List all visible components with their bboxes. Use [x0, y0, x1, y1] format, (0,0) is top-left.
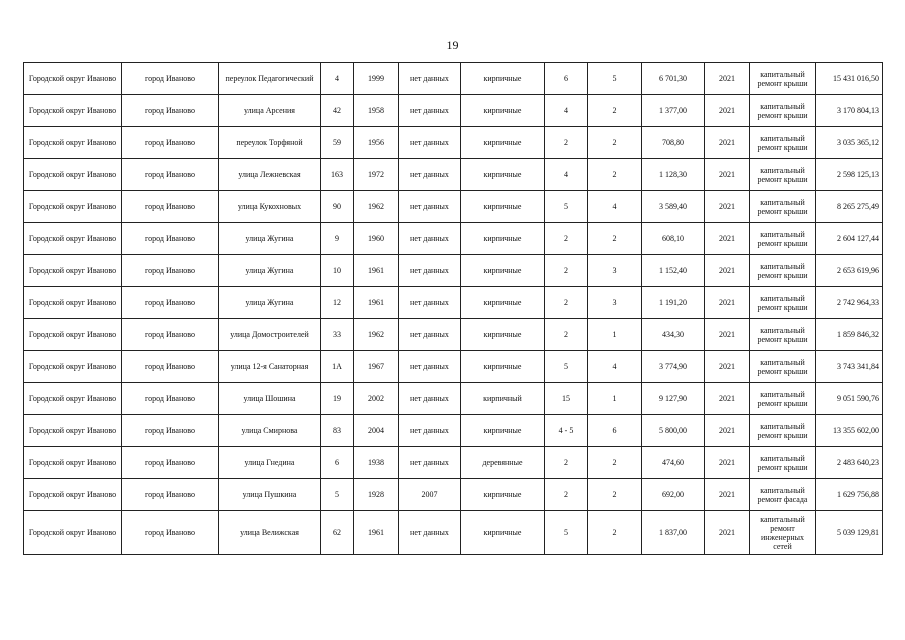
cell-year-built: 1961 [354, 255, 399, 287]
cell-repair-year: 2021 [705, 287, 750, 319]
cell-municipality: Городской округ Иваново [24, 223, 122, 255]
cell-year-overhaul: нет данных [399, 351, 461, 383]
cell-floors: 2 [545, 319, 588, 351]
cell-repair-year: 2021 [705, 159, 750, 191]
cell-wall-material: кирпичные [461, 159, 545, 191]
table-row [24, 447, 883, 479]
cell-entrances: 2 [588, 127, 642, 159]
cell-year-built: 1960 [354, 223, 399, 255]
cell-cost: 9 051 590,76 [816, 383, 883, 415]
cell-wall-material: кирпичные [461, 63, 545, 95]
cell-entrances: 6 [588, 415, 642, 447]
cell-area: 1 377,00 [642, 95, 705, 127]
cell-floors: 4 - 5 [545, 415, 588, 447]
table-row [24, 255, 883, 287]
cell-work-type: капитальный ремонт фасада [750, 479, 816, 511]
cell-locality: город Иваново [122, 223, 219, 255]
cell-street: улица Пушкина [219, 479, 321, 511]
cell-house-number: 42 [321, 95, 354, 127]
cell-year-built: 1967 [354, 351, 399, 383]
cell-municipality: Городской округ Иваново [24, 255, 122, 287]
cell-repair-year: 2021 [705, 383, 750, 415]
cell-work-type: капитальный ремонт крыши [750, 127, 816, 159]
cell-area: 1 128,30 [642, 159, 705, 191]
cell-entrances: 2 [588, 95, 642, 127]
cell-year-built: 1961 [354, 511, 399, 555]
cell-cost: 13 355 602,00 [816, 415, 883, 447]
cell-cost: 2 604 127,44 [816, 223, 883, 255]
cell-locality: город Иваново [122, 415, 219, 447]
cell-area: 9 127,90 [642, 383, 705, 415]
cell-house-number: 163 [321, 159, 354, 191]
cell-area: 5 800,00 [642, 415, 705, 447]
cell-area: 692,00 [642, 479, 705, 511]
cell-house-number: 6 [321, 447, 354, 479]
cell-work-type: капитальный ремонт крыши [750, 223, 816, 255]
table-row [24, 191, 883, 223]
cell-cost: 15 431 016,50 [816, 63, 883, 95]
cell-repair-year: 2021 [705, 255, 750, 287]
cell-cost: 3 743 341,84 [816, 351, 883, 383]
cell-wall-material: кирпичные [461, 255, 545, 287]
cell-work-type: капитальный ремонт крыши [750, 159, 816, 191]
cell-street: переулок Торфяной [219, 127, 321, 159]
table-row [24, 511, 883, 555]
cell-repair-year: 2021 [705, 351, 750, 383]
cell-house-number: 12 [321, 287, 354, 319]
cell-street: улица 12-я Санаторная [219, 351, 321, 383]
cell-locality: город Иваново [122, 351, 219, 383]
cell-year-overhaul: нет данных [399, 415, 461, 447]
cell-repair-year: 2021 [705, 319, 750, 351]
cell-street: улица Смирнова [219, 415, 321, 447]
cell-locality: город Иваново [122, 127, 219, 159]
table-row [24, 287, 883, 319]
table-row [24, 383, 883, 415]
cell-municipality: Городской округ Иваново [24, 383, 122, 415]
cell-year-overhaul: нет данных [399, 383, 461, 415]
cell-repair-year: 2021 [705, 191, 750, 223]
cell-floors: 4 [545, 159, 588, 191]
cell-cost: 1 629 756,88 [816, 479, 883, 511]
cell-wall-material: кирпичные [461, 95, 545, 127]
cell-wall-material: кирпичные [461, 287, 545, 319]
cell-house-number: 90 [321, 191, 354, 223]
table-row [24, 127, 883, 159]
cell-locality: город Иваново [122, 383, 219, 415]
cell-year-overhaul: нет данных [399, 223, 461, 255]
table-row [24, 479, 883, 511]
cell-entrances: 2 [588, 447, 642, 479]
cell-municipality: Городской округ Иваново [24, 415, 122, 447]
cell-wall-material: кирпичные [461, 351, 545, 383]
cell-municipality: Городской округ Иваново [24, 95, 122, 127]
cell-street: улица Жугина [219, 223, 321, 255]
cell-wall-material: кирпичные [461, 511, 545, 555]
cell-floors: 2 [545, 255, 588, 287]
cell-municipality: Городской округ Иваново [24, 127, 122, 159]
table-row [24, 95, 883, 127]
cell-entrances: 2 [588, 479, 642, 511]
cell-work-type: капитальный ремонт инженерных сетей [750, 511, 816, 555]
cell-wall-material: кирпичные [461, 191, 545, 223]
cell-street: улица Гнедина [219, 447, 321, 479]
table-row [24, 351, 883, 383]
cell-floors: 4 [545, 95, 588, 127]
cell-area: 608,10 [642, 223, 705, 255]
cell-street: переулок Педагогический [219, 63, 321, 95]
cell-locality: город Иваново [122, 191, 219, 223]
cell-area: 1 837,00 [642, 511, 705, 555]
cell-locality: город Иваново [122, 319, 219, 351]
cell-repair-year: 2021 [705, 223, 750, 255]
cell-year-built: 1938 [354, 447, 399, 479]
cell-street: улица Арсения [219, 95, 321, 127]
cell-repair-year: 2021 [705, 95, 750, 127]
cell-municipality: Городской округ Иваново [24, 63, 122, 95]
cell-entrances: 5 [588, 63, 642, 95]
cell-area: 474,60 [642, 447, 705, 479]
cell-year-overhaul: нет данных [399, 447, 461, 479]
cell-entrances: 3 [588, 287, 642, 319]
cell-repair-year: 2021 [705, 479, 750, 511]
cell-cost: 8 265 275,49 [816, 191, 883, 223]
cell-repair-year: 2021 [705, 447, 750, 479]
cell-year-overhaul: нет данных [399, 191, 461, 223]
cell-locality: город Иваново [122, 63, 219, 95]
cell-house-number: 59 [321, 127, 354, 159]
cell-cost: 5 039 129,81 [816, 511, 883, 555]
cell-entrances: 1 [588, 319, 642, 351]
cell-municipality: Городской округ Иваново [24, 319, 122, 351]
cell-entrances: 4 [588, 351, 642, 383]
cell-year-overhaul: 2007 [399, 479, 461, 511]
cell-locality: город Иваново [122, 159, 219, 191]
cell-work-type: капитальный ремонт крыши [750, 319, 816, 351]
cell-repair-year: 2021 [705, 415, 750, 447]
cell-floors: 5 [545, 191, 588, 223]
cell-house-number: 19 [321, 383, 354, 415]
cell-street: улица Велижская [219, 511, 321, 555]
cell-floors: 2 [545, 223, 588, 255]
cell-municipality: Городской округ Иваново [24, 191, 122, 223]
cell-work-type: капитальный ремонт крыши [750, 447, 816, 479]
cell-cost: 2 742 964,33 [816, 287, 883, 319]
cell-street: улица Жугина [219, 287, 321, 319]
cell-repair-year: 2021 [705, 511, 750, 555]
cell-house-number: 62 [321, 511, 354, 555]
cell-entrances: 4 [588, 191, 642, 223]
table-row [24, 223, 883, 255]
cell-street: улица Домостроителей [219, 319, 321, 351]
cell-municipality: Городской округ Иваново [24, 511, 122, 555]
cell-year-built: 1962 [354, 319, 399, 351]
cell-entrances: 2 [588, 223, 642, 255]
cell-area: 6 701,30 [642, 63, 705, 95]
cell-municipality: Городской округ Иваново [24, 159, 122, 191]
cell-municipality: Городской округ Иваново [24, 287, 122, 319]
cell-house-number: 10 [321, 255, 354, 287]
cell-municipality: Городской округ Иваново [24, 479, 122, 511]
cell-work-type: капитальный ремонт крыши [750, 63, 816, 95]
cell-street: улица Шошина [219, 383, 321, 415]
cell-year-overhaul: нет данных [399, 287, 461, 319]
cell-year-built: 1961 [354, 287, 399, 319]
cell-floors: 5 [545, 511, 588, 555]
cell-locality: город Иваново [122, 447, 219, 479]
cell-entrances: 2 [588, 159, 642, 191]
cell-floors: 2 [545, 127, 588, 159]
cell-work-type: капитальный ремонт крыши [750, 255, 816, 287]
table-body [24, 63, 883, 555]
cell-area: 3 774,90 [642, 351, 705, 383]
cell-area: 3 589,40 [642, 191, 705, 223]
cell-floors: 5 [545, 351, 588, 383]
housing-repair-table [23, 62, 883, 555]
cell-floors: 2 [545, 447, 588, 479]
cell-area: 708,80 [642, 127, 705, 159]
table-row [24, 159, 883, 191]
cell-area: 1 191,20 [642, 287, 705, 319]
cell-year-overhaul: нет данных [399, 63, 461, 95]
cell-municipality: Городской округ Иваново [24, 447, 122, 479]
cell-street: улица Лежневская [219, 159, 321, 191]
cell-cost: 2 653 619,96 [816, 255, 883, 287]
cell-floors: 2 [545, 479, 588, 511]
cell-floors: 6 [545, 63, 588, 95]
cell-wall-material: деревянные [461, 447, 545, 479]
cell-year-overhaul: нет данных [399, 319, 461, 351]
cell-entrances: 1 [588, 383, 642, 415]
cell-house-number: 83 [321, 415, 354, 447]
cell-work-type: капитальный ремонт крыши [750, 95, 816, 127]
cell-house-number: 33 [321, 319, 354, 351]
cell-year-overhaul: нет данных [399, 127, 461, 159]
table-row [24, 319, 883, 351]
cell-year-overhaul: нет данных [399, 159, 461, 191]
cell-house-number: 5 [321, 479, 354, 511]
cell-cost: 1 859 846,32 [816, 319, 883, 351]
cell-locality: город Иваново [122, 511, 219, 555]
cell-year-built: 1972 [354, 159, 399, 191]
cell-year-built: 1958 [354, 95, 399, 127]
cell-work-type: капитальный ремонт крыши [750, 191, 816, 223]
cell-floors: 2 [545, 287, 588, 319]
cell-entrances: 2 [588, 511, 642, 555]
cell-area: 434,30 [642, 319, 705, 351]
cell-house-number: 1А [321, 351, 354, 383]
cell-wall-material: кирпичные [461, 479, 545, 511]
table-row [24, 63, 883, 95]
cell-wall-material: кирпичные [461, 127, 545, 159]
cell-cost: 3 035 365,12 [816, 127, 883, 159]
cell-locality: город Иваново [122, 479, 219, 511]
cell-locality: город Иваново [122, 287, 219, 319]
cell-cost: 2 598 125,13 [816, 159, 883, 191]
cell-area: 1 152,40 [642, 255, 705, 287]
cell-work-type: капитальный ремонт крыши [750, 415, 816, 447]
cell-repair-year: 2021 [705, 127, 750, 159]
cell-floors: 15 [545, 383, 588, 415]
cell-street: улица Кукохновых [219, 191, 321, 223]
cell-year-overhaul: нет данных [399, 255, 461, 287]
cell-repair-year: 2021 [705, 63, 750, 95]
cell-work-type: капитальный ремонт крыши [750, 287, 816, 319]
cell-work-type: капитальный ремонт крыши [750, 351, 816, 383]
cell-entrances: 3 [588, 255, 642, 287]
cell-year-built: 1962 [354, 191, 399, 223]
cell-cost: 2 483 640,23 [816, 447, 883, 479]
page-number: 19 [446, 38, 459, 52]
cell-year-overhaul: нет данных [399, 511, 461, 555]
cell-house-number: 9 [321, 223, 354, 255]
cell-year-overhaul: нет данных [399, 95, 461, 127]
cell-year-built: 1956 [354, 127, 399, 159]
cell-year-built: 2004 [354, 415, 399, 447]
cell-wall-material: кирпичные [461, 223, 545, 255]
cell-cost: 3 170 804,13 [816, 95, 883, 127]
cell-wall-material: кирпичные [461, 415, 545, 447]
cell-locality: город Иваново [122, 95, 219, 127]
cell-year-built: 1999 [354, 63, 399, 95]
cell-year-built: 2002 [354, 383, 399, 415]
cell-work-type: капитальный ремонт крыши [750, 383, 816, 415]
cell-year-built: 1928 [354, 479, 399, 511]
cell-street: улица Жугина [219, 255, 321, 287]
cell-wall-material: кирпичный [461, 383, 545, 415]
cell-house-number: 4 [321, 63, 354, 95]
table-row [24, 415, 883, 447]
cell-municipality: Городской округ Иваново [24, 351, 122, 383]
cell-locality: город Иваново [122, 255, 219, 287]
cell-wall-material: кирпичные [461, 319, 545, 351]
